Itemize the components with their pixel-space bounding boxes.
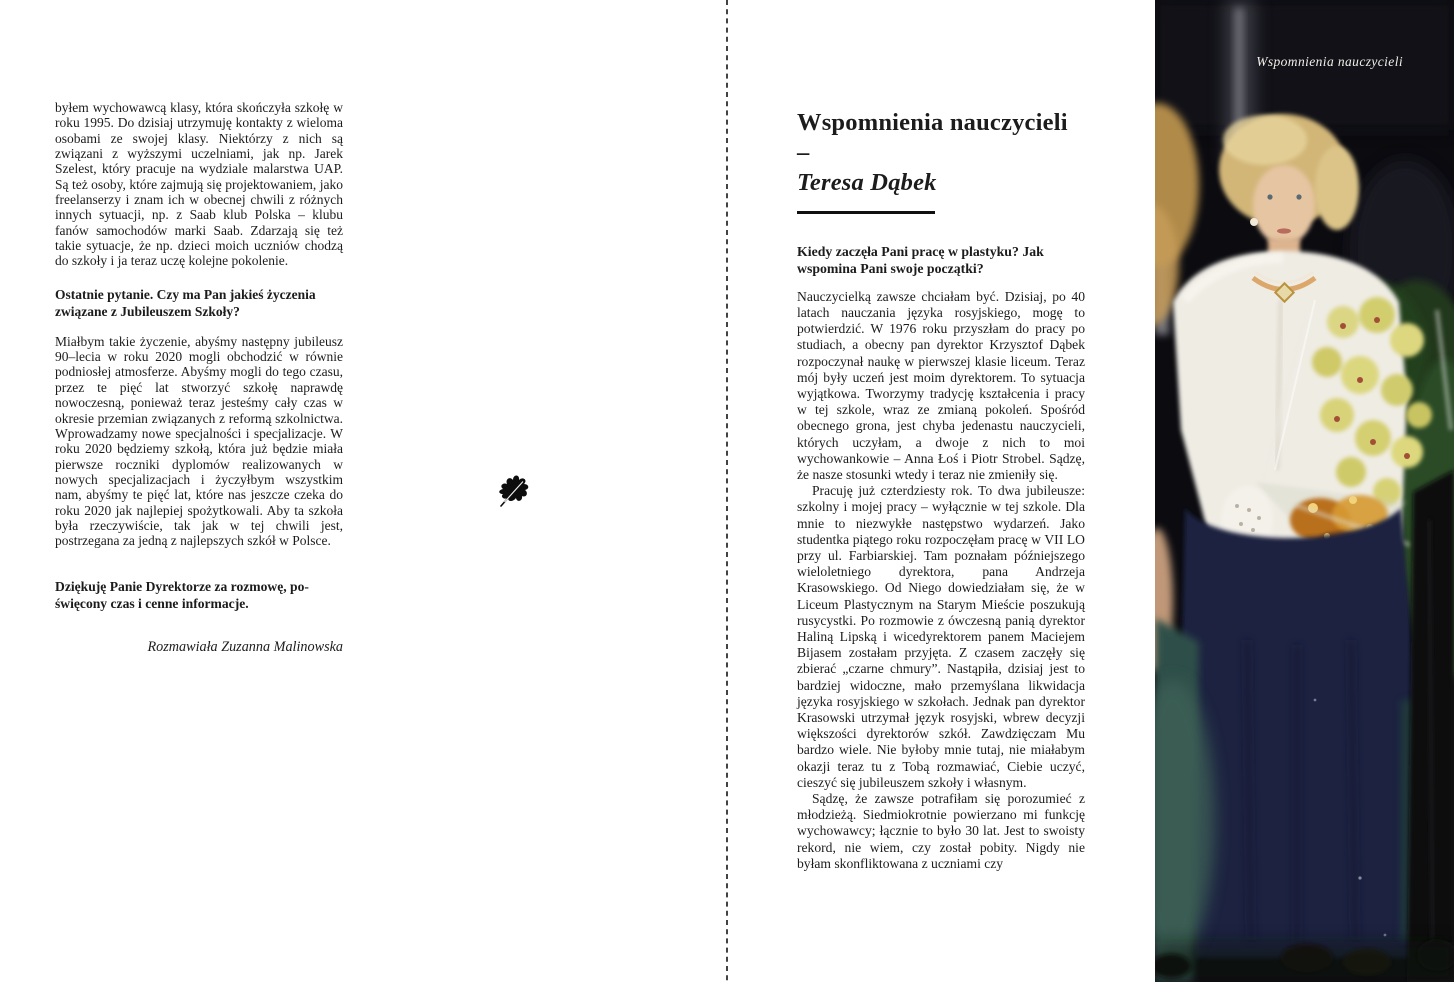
answer-paragraph-1: Nauczycielką zawsze chciałam być. Dzisiaj, po 40 latach nauczania języka rosyjskiego, mogę to potwierdzić. W 1976 roku przyszłam do pracy po studiach, a obecny pan dyrektor Krzysztof Dąbek rozpoczynał naukę w pierwszej klasie liceum. Teraz mój były uczeń jest moim dyrektorem. To sytuacja wyjątkowa. Tworzymy tradycję kształcenia i pracy w tej szkole, wraz ze zmianą pokoleń. Spośród obecnego grona, jest chyba jedenastu nauczycieli, których uczyłam, a dwoje z nich to moi wychowankowie – Anna Łoś i Piotr Strobel. Sądzę, że nasze stosunki wtedy i teraz nie zmieniły się. <box>797 288 1085 482</box>
interview-answer-continuation: byłem wychowawcą klasy, która skończyła szkołę w roku 1995. Do dzisiaj utrzymuję kontakty z wieloma osobami ze swojej klasy. Niektórzy z nich są związani z wyższymi uczelniami, jak np. Jarek Szelest, który pracuje na wydziale malarstwa UAP. Są też osoby, które zajmują się projektowaniem, jako freelanserzy i znam ich w obecnej chwili z różnych innych sytuacji, np. z Saab klub Polska – klubu fanów samochodów marki Saab. Zdarzają się też takie sytuacje, że np. dzieci moich uczniów chodzą do szkoły i ja teraz uczę kolejne pokolenie. <box>55 100 343 269</box>
title-rule <box>797 211 935 214</box>
article-title <box>797 108 1085 198</box>
interview-question: Kiedy zaczęła Pani pracę w plastyku? Jak wspomina Pani swoje początki? <box>797 243 1044 277</box>
article-title-person: Teresa Dąbek <box>797 169 937 196</box>
right-page <box>797 108 1085 872</box>
interview-question: Ostatnie pytanie. Czy ma Pan jakieś życzenia związane z Jubileuszem Szkoły? <box>55 286 316 319</box>
byline: Rozmawiała Zuzanna Malinowska <box>147 638 343 655</box>
photo-image <box>1155 0 1454 982</box>
interview-closing: Dziękuję Panie Dyrektorze za rozmowę, poświęcony czas i cenne informacje. <box>55 578 309 611</box>
left-page <box>55 100 343 655</box>
answer-paragraph-3: Sądzę, że zawsze potrafiłam się porozumieć z młodzieżą. Siedmiokrotnie powierzano mi funkcję wychowawcy; łącznie to było 30 lat. Jest to swoisty rekord, nie wiem, czy został pobity. Nigdy nie byłam skonfliktowana z uczniami czy <box>797 790 1085 871</box>
oak-leaf-ornament-icon <box>495 471 535 511</box>
answer-paragraph-2: Pracuję już czterdziesty rok. To dwa jubileusze: szkolny i mojej pracy – wyłącznie w tej szkole. Dla mnie to niezwykłe następstwo wydarzeń. Jako studentka piątego roku rozpoczęłam pracę w VII LO przy ul. Farbiarskiej. Tam poznałam późniejszego wieloletniego dyrektora, pana Andrzeja Krasowskiego. Od Niego dowiedziałam się, że w Liceum Plastycznym na Starym Mieście poszukują rusycystki. Po rozmowie z ówczesną panią dyrektor Haliną Lipską i wicedyrektorem panem Maciejem Bijasem zostałam przyjęta. Z czasem zaczęły się zbierać „czarne chmury”. Nastąpiła, dzisiaj jest to bardziej widoczne, mało przemyślana likwidacja języka rosyjskiego w szkołach. Jednak pan dyrektor Krasowski utrzymał język rosyjski, wbrew decyzji większości dyrektorów szkół. Zawdzięczam Mu bardzo wiele. Nie byłoby mnie tutaj, nie miałabym okazji teraz tu z Tobą rozmawiać, Ciebie uczyć, cieszyć się jubileuszem szkoły i własnym. <box>797 483 1085 790</box>
interview-answer: Miałbym takie życzenie, abyśmy następny jubileusz 90–lecia w roku 2020 mogli obchodzić w równie podniosłej atmosferze. Abyśmy mogli do tego czasu, przez te pięć lat stworzyć szkołę naprawdę nowoczesną, ponieważ teraz jesteśmy cały czas w okresie przemian związanych z reformą szkolnictwa. Wprowadzamy nowe specjalności i specjalizacje. W roku 2020 będziemy szkołą, która już będzie miała pierwsze roczniki dyplomów realizowanych w nowych specjalizacjach i życzyłbym wszystkim nam, abyśmy te pięć lat, które nas jeszcze czeka do roku 2020 jak najlepiej spożytkowali. Aby ta szkoła była rzeczywiście, tak jak w tej chwili jest, postrzegana za jedną z najlepszych szkół w Polsce. <box>55 333 343 549</box>
article-title-main: Wspomnienia nauczycieli – <box>797 109 1068 166</box>
page-divider-dashed-line <box>724 0 730 982</box>
running-head: Wspomnienia nauczycieli <box>1256 54 1403 69</box>
teacher-photo <box>1155 0 1454 982</box>
